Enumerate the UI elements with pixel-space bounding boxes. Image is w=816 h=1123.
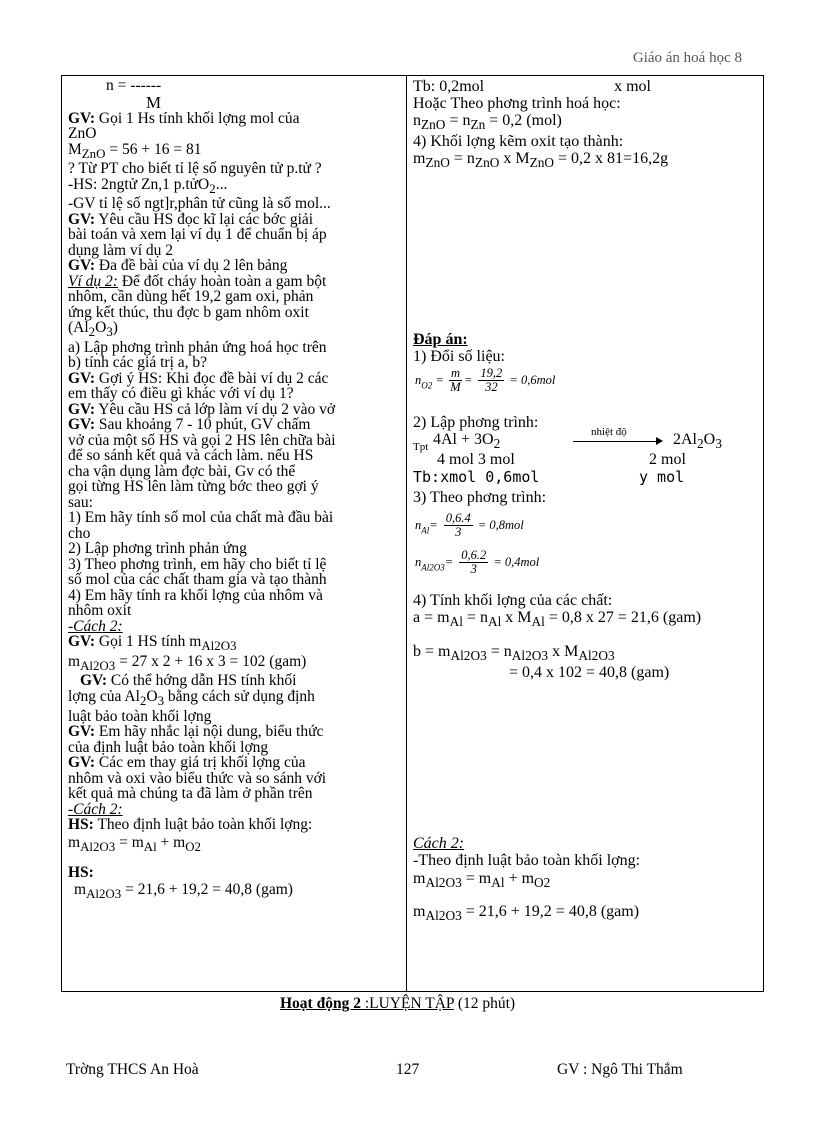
activity-heading: Hoạt động 2 :LUYỆN TẬP (12 phút): [280, 995, 516, 1012]
lesson-table: [61, 75, 764, 992]
text-line: $m_{Al2O3} = m_{Al} + m_{O2}$: [413, 869, 551, 890]
text-line: em thấy có điều gì khác với ví dụ 1?: [68, 385, 294, 403]
text-line: 3) Theo phơng trình, em hãy cho biết tỉ lệ: [68, 555, 327, 573]
text-line: $m_{Al2O3} = 21,6 + 19,2 = 40,8$ (gam): [413, 902, 640, 924]
text-line: nhôm, cần dùng hết 19,2 gam oxi, phản: [68, 288, 314, 306]
text-line: -GV tỉ lệ số ngt]r,phân tử cũng là số mol...: [68, 195, 331, 213]
text-line: số mol của các chất tham gia và tạo thành: [68, 571, 327, 589]
text-line: GV: Các em thay giá trị khối lợng của: [68, 754, 306, 772]
text-line: GV: Có thể hớng dẫn HS tính khối: [80, 672, 297, 690]
text-line: 4) Em hãy tính ra khối lợng của nhôm và: [68, 586, 323, 604]
text-line: 4) Tính khối lợng của các chất:: [413, 592, 613, 610]
text-line: ZnO: [68, 125, 97, 142]
text-line: -Cách 2:: [68, 617, 123, 635]
text-line: n = ------: [106, 77, 162, 94]
text-line: $m_{Al2O3} = 21,6 + 19,2 = 40,8$ (gam): [74, 881, 293, 902]
text-line: HS: Theo định luật bảo toàn khối lợng:: [68, 816, 313, 834]
text-line: b) tính các giá trị a, b?: [68, 354, 208, 372]
text-line: $n_{ZnO} = n_{Zn} = 0,2$ (mol): [413, 112, 562, 133]
text-line: sau:: [68, 493, 93, 511]
text-line: vở của một số HS và gọi 2 HS lên chữa bài: [68, 431, 336, 449]
footer-page-number: 127: [396, 1061, 420, 1078]
header-title: Giáo án hoá học 8: [632, 50, 742, 66]
text-line: -Cách 2:: [68, 800, 123, 818]
text-line: $m_{ZnO} = n_{ZnO}$ x $M_{ZnO} = 0,2$ x 81=16,2g: [413, 150, 669, 171]
text-line: Hoặc Theo phơng trình hoá học:: [413, 95, 621, 112]
text-line: GV: Gọi 1 HS tính $m_{Al2O3}$: [68, 633, 237, 654]
text-line: Ví dụ 2: Để đốt cháy hoàn toàn a gam bột: [68, 272, 327, 290]
text-line: $m_{Al2O3} = 27$ x 2 + 16 x 3 = 102 (gam): [68, 652, 307, 673]
text-line: cho: [68, 524, 91, 542]
text-line: Cách 2:: [413, 834, 465, 852]
text-line: cha vận dụng làm đợc bài, Gv có thể: [68, 462, 296, 480]
text-line: gọi từng HS lên làm từng bớc theo gợi ý: [68, 478, 319, 496]
text-line: GV: Yêu cầu HS đọc kĩ lại các bớc giải: [68, 210, 314, 228]
text-line: để so sánh kết quả và cách làm. nếu HS: [68, 447, 314, 465]
student-activity-column: [407, 76, 764, 992]
text-line: của định luật bảo toàn khối lợng: [68, 738, 269, 756]
text-line: lợng của $Al_2O_3$ bằng cách sử dụng định: [68, 687, 315, 709]
text-line: 4 mol 3 mol 2 mol: [437, 451, 686, 469]
text-line: GV: Đa đề bài của ví dụ 2 lên bảng: [68, 257, 288, 275]
text-line: $(Al_2O_3)$: [68, 319, 118, 340]
teacher-activity-column: [62, 76, 407, 992]
text-line: bài toán và xem lại ví dụ 1 để chuẩn bị áp: [68, 226, 327, 244]
text-line: nhôm oxit: [68, 602, 132, 620]
text-line: HS:: [68, 863, 94, 881]
text-line: -Theo định luật bảo toàn khối lợng:: [413, 851, 641, 869]
text-line: GV: Yêu cầu HS cả lớp làm ví dụ 2 vào vở: [68, 400, 336, 418]
text-line: GV: Gợi ý HS: Khi đọc đề bài ví dụ 2 các: [68, 369, 329, 387]
equation-line: Tpt $4Al + 3O_2$ nhiệt độ $2Al_2O_3$: [413, 426, 722, 454]
formula-n-al2o3: $n_{Al2O3}=$ $\frac{0,6.2}{3}$ = 0,4mol: [415, 548, 540, 577]
text-line: a) Lập phơng trình phản ứng hoá học trên: [68, 338, 327, 356]
text-line: $m_{Al2O3} = m_{Al} + m_{O2}$: [68, 833, 202, 854]
text-line: $b = m_{Al2O3} = n_{Al2O3}$ x $M_{Al2O3}$: [413, 642, 615, 663]
text-line: 4) Khối lợng kẽm oxit tạo thành:: [413, 133, 624, 151]
text-line: Tb:xmol 0,6mol y mol: [413, 468, 685, 487]
text-line: 3) Theo phơng trình:: [413, 489, 547, 507]
text-line: ứng kết thúc, thu đợc b gam nhôm oxit: [68, 303, 309, 321]
formula-n-o2: $n_{O2}$ = $\frac{m}{M}$ = $\frac{19,2}{32}$ = 0,6mol: [415, 366, 556, 395]
text-line: = 0,4 x 102 = 40,8 (gam): [509, 663, 670, 681]
text-line: 1) Em hãy tính số mol của chất mà đầu bài: [68, 509, 334, 527]
text-line: ? Từ PT cho biết tỉ lệ số nguyên tử p.tử ?: [68, 160, 322, 178]
text-line: GV: Gọi 1 Hs tính khối lợng mol của: [68, 109, 300, 127]
reaction-arrow: nhiệt độ: [573, 436, 663, 446]
text-line: -HS: 2ngtử Zn,1 p.tửO$_2$...: [68, 175, 228, 196]
formula-n-al: $n_{Al}=$ $\frac{0,6.4}{3}$ = 0,8mol: [415, 511, 524, 540]
footer-teacher: GV : Ngô Thi Thắm: [557, 1061, 683, 1078]
footer-school: Trờng THCS An Hoà: [66, 1061, 199, 1078]
text-line: kết quả mà chúng ta đã làm ở phần trên: [68, 785, 313, 803]
text-line: $a = m_{Al} = n_{Al}$ x $M_{Al} = 0,8$ x 27 = 21,6 (gam): [413, 609, 702, 630]
text-line: dụng làm ví dụ 2: [68, 241, 174, 259]
text-line: GV: Em hãy nhắc lại nội dung, biểu thức: [68, 723, 324, 741]
text-line: 1) Đổi số liệu:: [413, 348, 505, 366]
text-line: 2) Lập phơng trình phản ứng: [68, 540, 247, 558]
text-line: 2) Lập phơng trình:: [413, 414, 539, 432]
text-line: GV: Sau khoảng 7 - 10 phút, GV chấm: [68, 416, 311, 434]
text-line: M: [146, 92, 162, 112]
text-line: nhôm và oxi vào biểu thức và so sánh với: [68, 769, 327, 787]
text-line: luật bảo toàn khối lợng: [68, 707, 212, 725]
answer-heading: Đáp án:: [413, 331, 468, 349]
text-line: Tb: 0,2mol x mol: [413, 78, 651, 95]
text-line: $M_{ZnO} = 56 + 16 = 81$: [68, 140, 202, 161]
